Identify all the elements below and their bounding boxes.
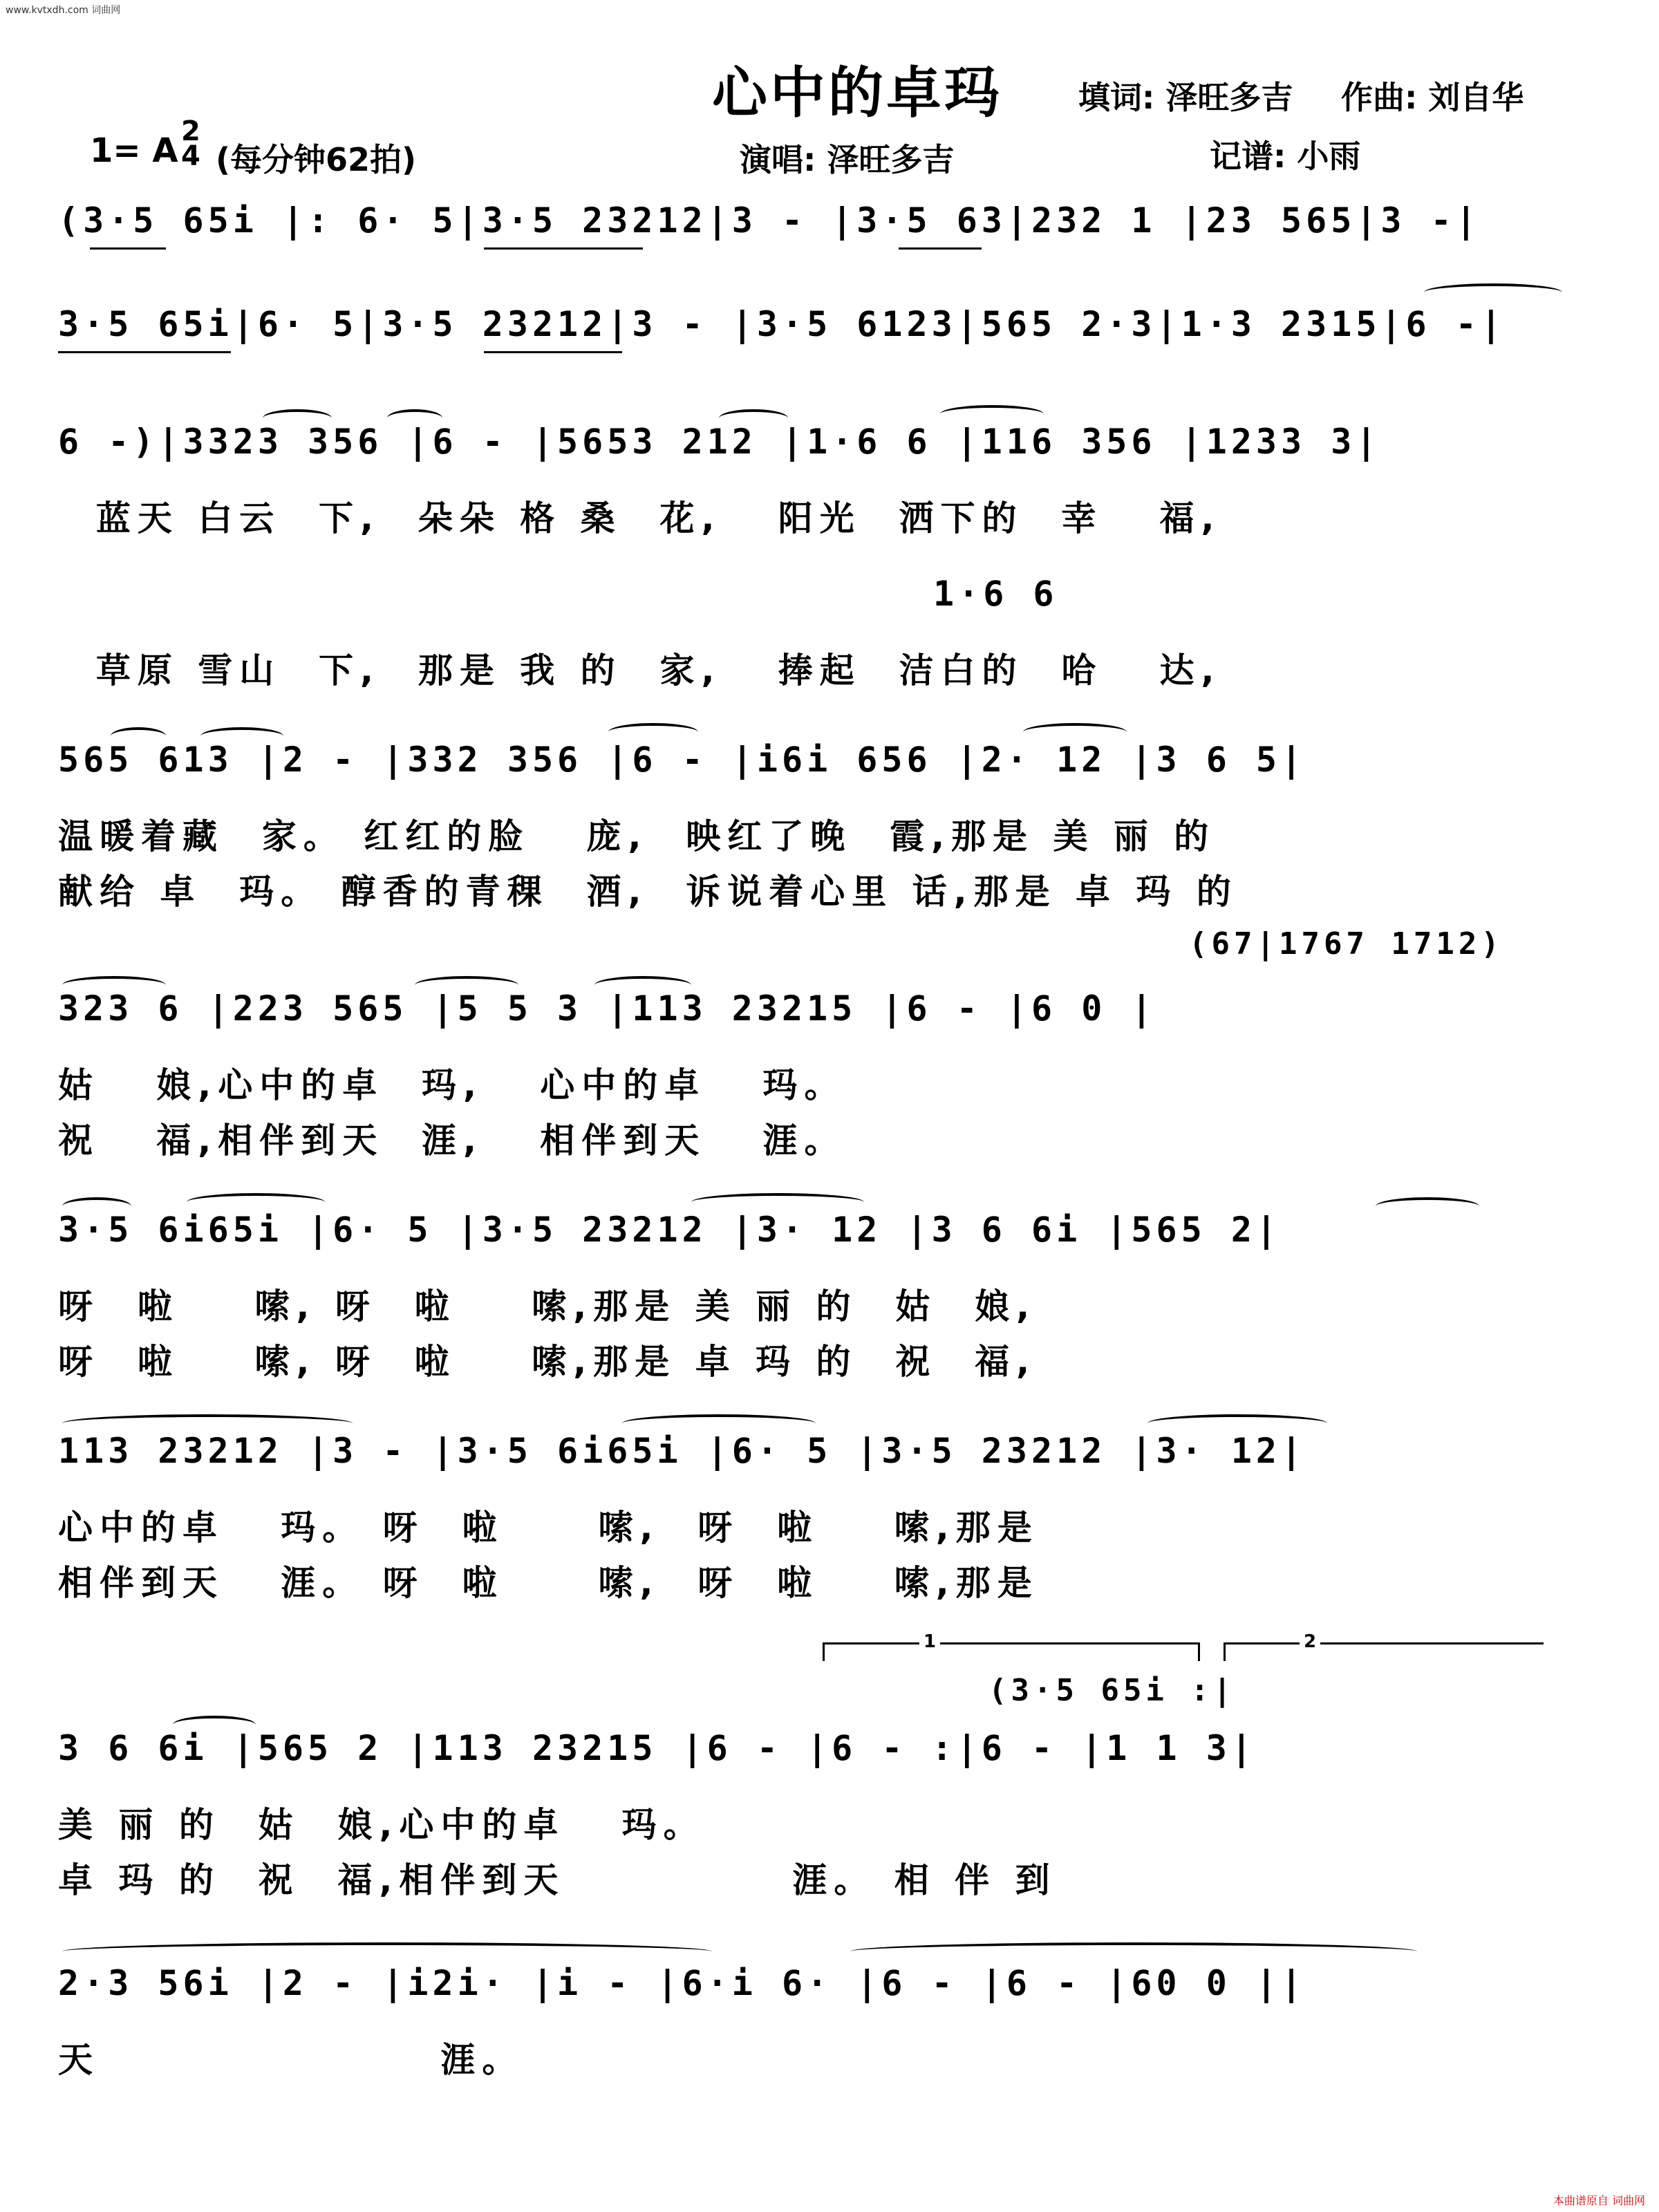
notation-line: (3·5 65i |: 6· 5|3·5 23212|3 - |3·5 63|232 1 |23 565|3 -|: [58, 200, 1481, 241]
volta-bracket-1: [823, 1642, 1200, 1661]
lyric-verse-2: 卓 玛 的 祝 福,相伴到天 涯。 相 伴 到: [58, 1860, 1057, 1900]
volta-bracket-2: [1224, 1642, 1544, 1661]
lyric-verse-1: 温暖着藏 家。 红红的脸 庞, 映红了晚 霞,那是 美 丽 的: [58, 816, 1216, 856]
notation-line: 3·5 65i|6· 5|3·5 23212|3 - |3·5 6123|565 2·3|1·3 2315|6 -|: [58, 304, 1506, 344]
song-title: 心中的卓玛: [712, 61, 1002, 125]
notation-line: 2·3 56i |2 - |i2i· |i - |6·i 6· |6 - |6 - |60 0 ||: [58, 1963, 1306, 2003]
notation-line: 3·5 6i65i |6· 5 |3·5 23212 |3· 12 |3 6 6i |565 2|: [58, 1210, 1282, 1250]
composer-credit: 作曲: 刘自华: [1341, 79, 1524, 116]
notation-line: 3 6 6i |565 2 |113 23215 |6 - |6 - :|6 - |1 1 3|: [58, 1728, 1256, 1768]
notation-line: 323 6 |223 565 |5 5 3 |113 23215 |6 - |6 0 |: [58, 988, 1156, 1029]
notation-line: 113 23212 |3 - |3·5 6i65i |6· 5 |3·5 23212 |3· 12|: [58, 1431, 1306, 1471]
lyric-verse-2: 草原 雪山 下, 那是 我 的 家, 捧起 洁白的 哈 达,: [58, 650, 1221, 691]
alternate-notation: 1·6 6: [933, 574, 1058, 614]
lyric-verse-1: 蓝天 白云 下, 朵朵 格 桑 花, 阳光 洒下的 幸 福,: [58, 498, 1221, 538]
lyric-verse-1: 心中的卓 玛。 呀 啦 嗦, 呀 啦 嗦,那是: [58, 1508, 1039, 1548]
lyric-verse-1: 姑 娘,心中的卓 玛, 心中的卓 玛。: [58, 1065, 846, 1105]
singer-credit: 演唱: 泽旺多吉: [740, 141, 955, 178]
lyric-verse-2: 相伴到天 涯。 呀 啦 嗦, 呀 啦 嗦,那是: [58, 1563, 1039, 1603]
lyric-verse-2: 祝 福,相伴到天 涯, 相伴到天 涯。: [58, 1121, 846, 1161]
volta-number-1: 1: [919, 1631, 940, 1652]
source-badge: 本曲谱原自 词曲网: [1553, 2194, 1645, 2207]
repeat-interlude: (3·5 65i :|: [988, 1673, 1236, 1708]
transcriber-credit: 记谱: 小雨: [1210, 138, 1361, 175]
lyric-verse-1: 呀 啦 嗦, 呀 啦 嗦,那是 美 丽 的 姑 娘,: [58, 1286, 1037, 1327]
lyric-verse-2: 献给 卓 玛。 醇香的青稞 酒, 诉说着心里 话,那是 卓 玛 的: [58, 872, 1238, 912]
lyric-verse-2: 呀 啦 嗦, 呀 啦 嗦,那是 卓 玛 的 祝 福,: [58, 1342, 1037, 1382]
site-watermark: www.kvtxdh.com 词曲网: [6, 5, 121, 16]
lyricist-credit: 填词: 泽旺多吉: [1078, 79, 1293, 116]
time-signature: 2 4: [181, 115, 200, 172]
tempo-marking: (每分钟62拍): [216, 141, 417, 178]
lyric-verse-1: 天 涯。: [58, 2040, 524, 2080]
lyric-verse-1: 美 丽 的 姑 娘,心中的卓 玛。: [58, 1805, 705, 1845]
notation-line: 6 -)|3323 356 |6 - |5653 212 |1·6 6 |116 356 |1233 3|: [58, 422, 1381, 462]
interlude-notation: (67|1767 1712): [1189, 926, 1503, 962]
notation-line: 565 613 |2 - |332 356 |6 - |i6i 656 |2· 12 |3 6 5|: [58, 740, 1306, 780]
key-signature: 1= A: [90, 131, 178, 170]
volta-number-2: 2: [1300, 1631, 1320, 1652]
